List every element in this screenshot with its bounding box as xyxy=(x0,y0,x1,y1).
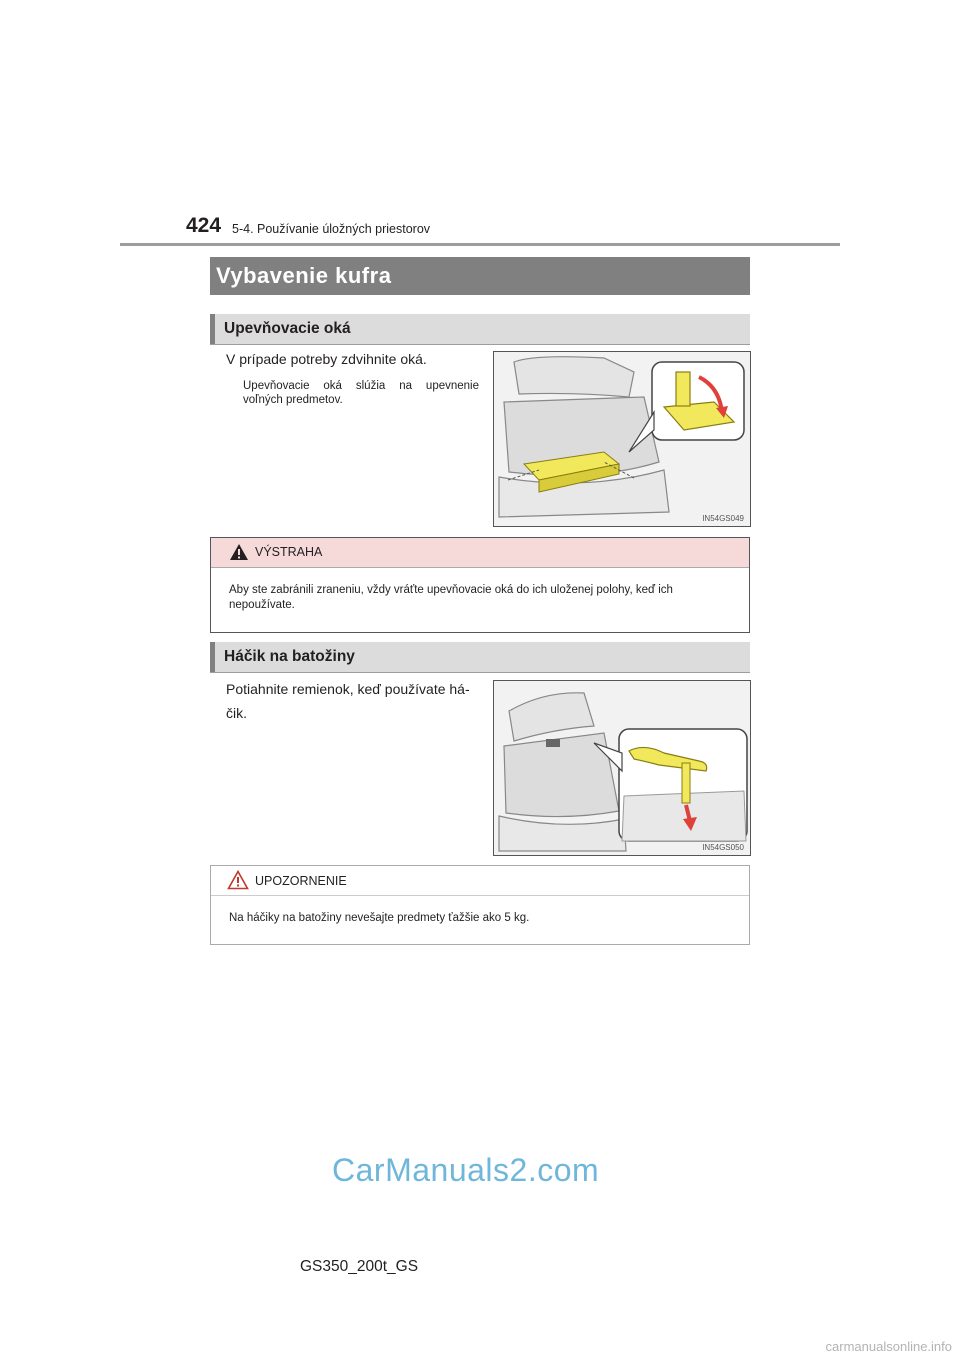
subheading-accent xyxy=(210,314,215,344)
figure-code: IN54GS049 xyxy=(702,514,744,523)
subheading-accent xyxy=(210,642,215,672)
caution-triangle-icon xyxy=(227,870,249,890)
trunk-hook-illustration xyxy=(494,681,750,855)
subheading-bar-tie-down xyxy=(210,314,750,345)
subheading-hook: Háčik na batožiny xyxy=(224,648,355,665)
section-title: Vybavenie kufra xyxy=(216,263,392,288)
header-divider xyxy=(120,243,840,246)
page-number: 424 xyxy=(186,214,222,237)
notice-text: Na háčiky na batožiny nevešajte predmety ťažšie ako 5 kg. xyxy=(229,912,530,924)
notice-label: UPOZORNENIE xyxy=(255,874,347,888)
section-title-bar xyxy=(210,257,750,295)
tie-down-figure xyxy=(493,351,751,527)
warning-header xyxy=(211,538,749,568)
warning-triangle-icon xyxy=(229,543,249,561)
watermark-center: CarManuals2.com xyxy=(332,1152,600,1188)
tie-down-description: Upevňovacie oká slúžia na upevnenie voľných predmetov. xyxy=(243,380,479,406)
warning-box xyxy=(210,537,750,633)
tie-down-instruction: V prípade potreby zdvihnite oká. xyxy=(226,351,427,367)
subheading-tie-down: Upevňovacie oká xyxy=(224,320,351,337)
hook-instruction: Potiahnite remienok, keď používate há-čik. xyxy=(226,681,470,721)
warning-label: VÝSTRAHA xyxy=(255,545,323,559)
hook-figure xyxy=(493,680,751,856)
running-header: 5-4. Používanie úložných priestorov xyxy=(232,222,431,236)
notice-header xyxy=(211,866,749,896)
watermark-bottom: carmanualsonline.info xyxy=(825,1339,952,1354)
footer-model: GS350_200t_GS xyxy=(300,1258,419,1275)
subheading-bar-hook xyxy=(210,642,750,673)
warning-text: Aby ste zabránili zraneniu, vždy vráťte upevňovacie oká do ich uloženej polohy, keď ich nepoužívate. xyxy=(229,584,673,611)
trunk-tie-down-illustration xyxy=(494,352,750,526)
notice-box xyxy=(210,865,750,945)
figure-code: IN54GS050 xyxy=(702,843,744,852)
